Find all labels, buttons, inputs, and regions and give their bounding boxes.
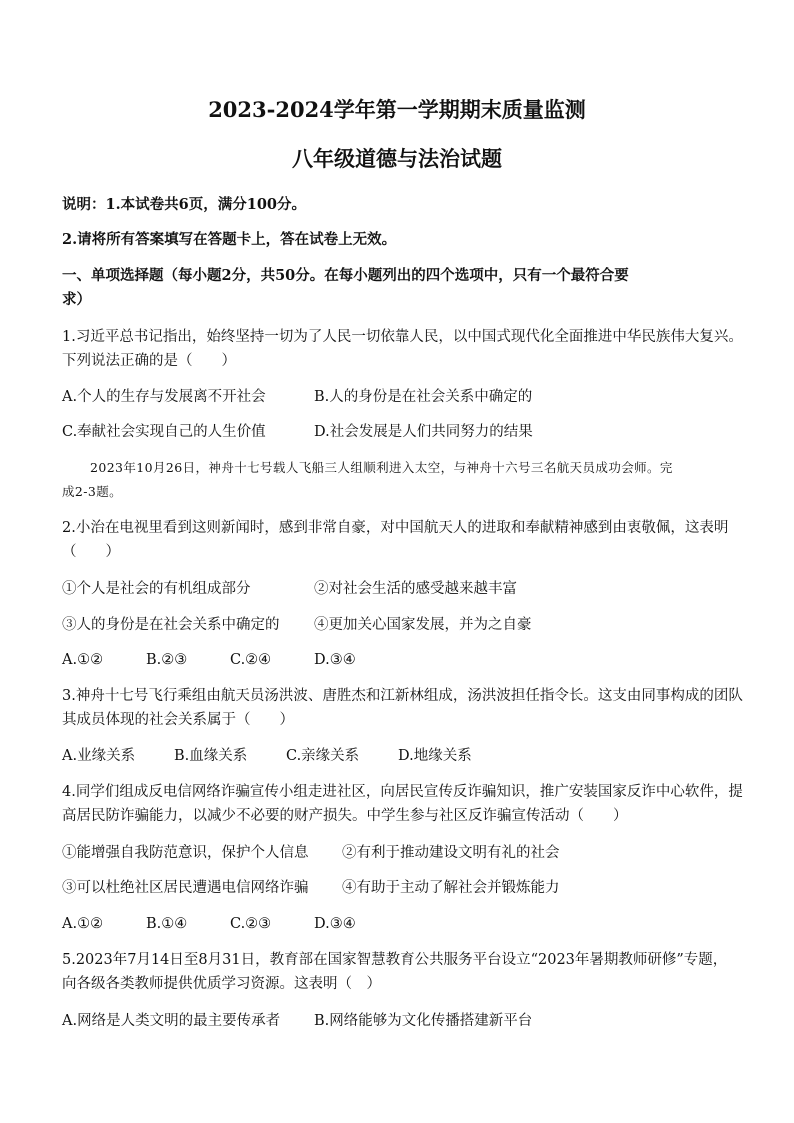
q2-item-2: ②对社会生活的感受越来越丰富 [314, 581, 517, 597]
q4-item-2: ②有利于推动建设文明有礼的社会 [342, 845, 560, 861]
q5-stem-line-1: 5.2023年7月14日至8月31日，教育部在国家智慧教育公共服务平台设立“2023年暑期教师研修”专题， [62, 952, 728, 968]
q3-choice-d: D.地缘关系 [398, 748, 472, 764]
material-line-2: 成2-3题。 [62, 484, 123, 499]
q2-choice-b: B.②③ [146, 652, 188, 668]
q4-choice-c: C.②③ [230, 916, 272, 932]
q2-choice-d: D.③④ [314, 652, 356, 668]
q1-option-c: C.奉献社会实现自己的人生价值 [62, 424, 266, 440]
q1-option-b: B.人的身份是在社会关系中确定的 [314, 389, 533, 405]
q2-stem-line-2: （ ） [62, 544, 120, 560]
q2-choice-c: C.②④ [230, 652, 272, 668]
q4-item-3: ③可以杜绝社区居民遭遇电信网络诈骗 [62, 880, 309, 896]
q2-choice-a: A.①② [62, 652, 104, 668]
q4-stem-line-1: 4.同学们组成反电信网络诈骗宣传小组走进社区，向居民宣传反诈骗知识，推广安装国家反诈中心软件，提 [62, 784, 743, 800]
q2-item-3: ③人的身份是在社会关系中确定的 [62, 617, 280, 633]
q4-choice-b: B.①④ [146, 916, 188, 932]
q2-item-1: ①个人是社会的有机组成部分 [62, 581, 251, 597]
q4-item-4: ④有助于主动了解社会并锻炼能力 [342, 880, 560, 896]
instruction-note-2: 2.请将所有答案填写在答题卡上，答在试卷上无效。 [62, 231, 397, 248]
q5-option-a: A.网络是人类文明的最主要传承者 [62, 1013, 281, 1029]
q1-stem-line-1: 1.习近平总书记指出，始终坚持一切为了人民一切依靠人民，以中国式现代化全面推进中华民族伟大复兴。 [62, 329, 743, 345]
q4-choice-a: A.①② [62, 916, 104, 932]
q2-stem-line-1: 2.小治在电视里看到这则新闻时，感到非常自豪，对中国航天人的进取和奉献精神感到由衷敬佩，这表明 [62, 520, 729, 536]
section-heading-line-2: 求） [62, 291, 91, 308]
q3-stem-line-1: 3.神舟十七号飞行乘组由航天员汤洪波、唐胜杰和江新林组成，汤洪波担任指令长。这支由同事构成的团队 [62, 688, 743, 704]
q4-item-1: ①能增强自我防范意识，保护个人信息 [62, 845, 309, 861]
q4-choice-d: D.③④ [314, 916, 356, 932]
exam-title: 2023-2024学年第一学期期末质量监测 [208, 97, 586, 122]
q1-option-d: D.社会发展是人们共同努力的结果 [314, 424, 533, 440]
q1-stem-line-2: 下列说法正确的是（ ） [62, 353, 236, 369]
q3-choice-a: A.业缘关系 [62, 748, 136, 764]
instruction-note-1: 说明：1.本试卷共6页，满分100分。 [62, 196, 306, 213]
q3-choice-b: B.血缘关系 [174, 748, 248, 764]
q3-choice-c: C.亲缘关系 [286, 748, 360, 764]
q2-item-4: ④更加关心国家发展，并为之自豪 [314, 617, 532, 633]
q4-stem-line-2: 高居民防诈骗能力，以减少不必要的财产损失。中学生参与社区反诈骗宣传活动（ ） [62, 808, 628, 824]
exam-subtitle: 八年级道德与法治试题 [292, 146, 502, 171]
q5-stem-line-2: 向各级各类教师提供优质学习资源。这表明（ ） [62, 976, 381, 992]
q5-option-b: B.网络能够为文化传播搭建新平台 [314, 1013, 533, 1029]
section-heading-line-1: 一、单项选择题（每小题2分，共50分。在每小题列出的四个选项中，只有一个最符合要 [62, 267, 629, 284]
q1-option-a: A.个人的生存与发展离不开社会 [62, 389, 266, 405]
q3-stem-line-2: 其成员体现的社会关系属于（ ） [62, 712, 294, 728]
material-line-1: 2023年10月26日，神舟十七号载人飞船三人组顺利进入太空，与神舟十六号三名航天员成功会师。完 [90, 460, 673, 475]
